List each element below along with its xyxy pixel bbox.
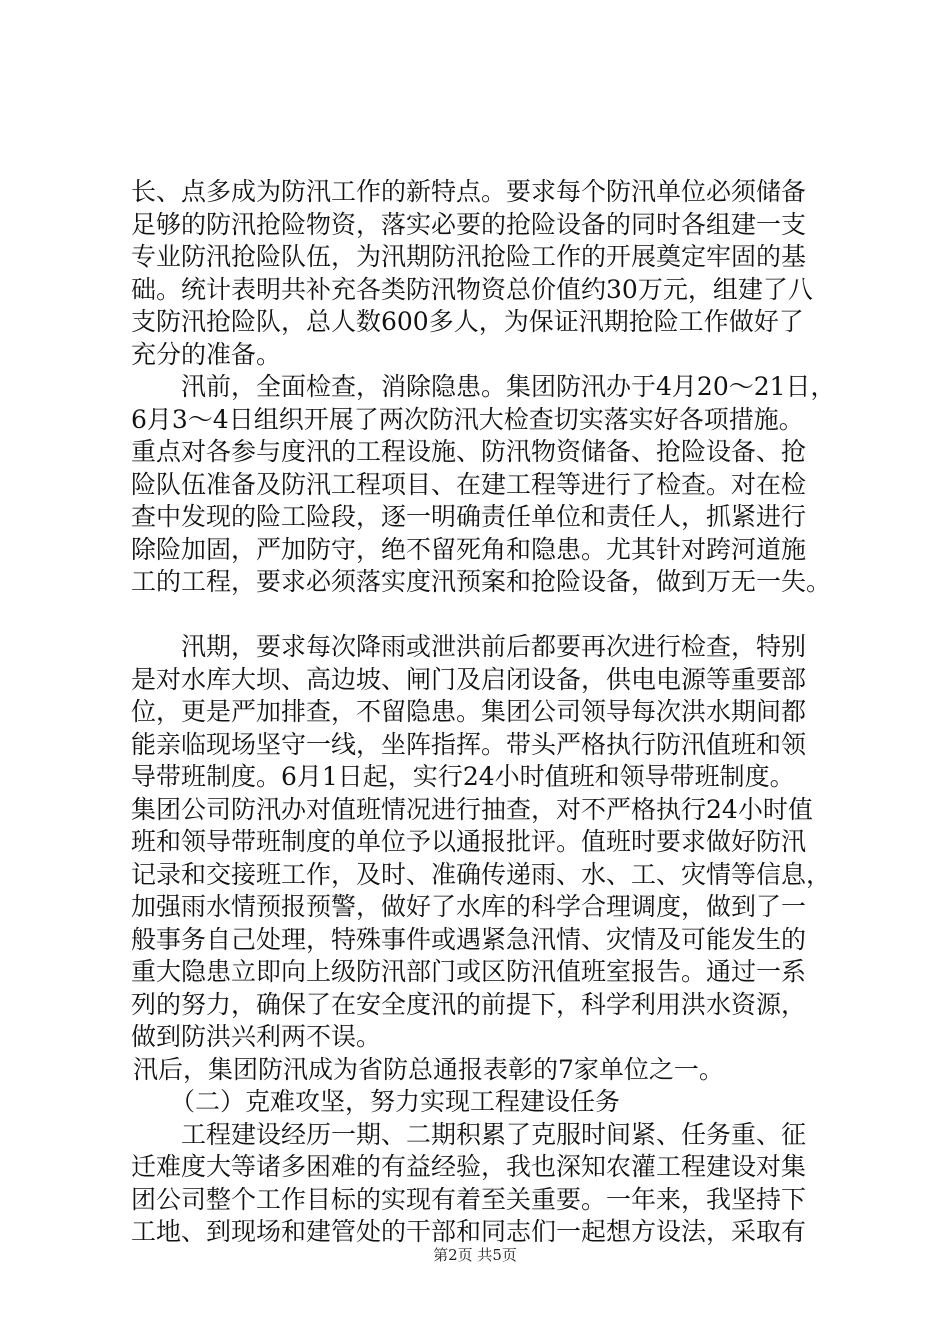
body-text-line: 汛后，集团防汛成为省防总通报表彰的7家单位之一。 — [133, 1055, 724, 1084]
body-text-line: 记录和交接班工作，及时、准确传递雨、水、工、灾情等信息， — [131, 860, 832, 889]
body-text-line: 查中发现的险工险段，逐一明确责任单位和责任人，抓紧进行 — [131, 502, 807, 531]
body-text-line: 列的努力，确保了在安全度汛的前提下，科学利用洪水资源， — [131, 990, 807, 1019]
body-text-line: 专业防汛抢险队伍，为汛期防汛抢险工作的开展奠定牢固的基 — [131, 242, 807, 271]
body-text-line: 础。统计表明共补充各类防汛物资总价值约30万元，组建了八 — [131, 275, 813, 304]
body-text-line: 工地、到现场和建管处的干部和同志们一起想方设法，采取有 — [131, 1217, 807, 1246]
body-text-line: 迁难度大等诸多困难的有益经验，我也深知农灌工程建设对集 — [131, 1152, 807, 1181]
body-text-line: 位，更是严加排查，不留隐患。集团公司领导每次洪水期间都 — [131, 697, 807, 726]
paragraph-first-line: 工程建设经历一期、二期积累了克服时间紧、任务重、征 — [181, 1120, 807, 1149]
body-text-line: 重点对各参与度汛的工程设施、防汛物资储备、抢险设备、抢 — [131, 437, 807, 466]
body-text-line: 足够的防汛抢险物资，落实必要的抢险设备的同时各组建一支 — [131, 210, 807, 239]
body-text-line: 是对水库大坝、高边坡、闸门及启闭设备，供电电源等重要部 — [131, 665, 807, 694]
body-text-line: 导带班制度。6月1日起，实行24小时值班和领导带班制度。 — [131, 762, 795, 791]
body-text-line: 长、点多成为防汛工作的新特点。要求每个防汛单位必须储备 — [131, 177, 807, 206]
body-text-line: 6月3～4日组织开展了两次防汛大检查切实落实好各项措施。 — [131, 405, 804, 434]
body-text-line: 做到防洪兴利两不误。 — [131, 1022, 382, 1051]
body-text-line: 加强雨水情预报预警，做好了水库的科学合理调度，做到了一 — [131, 892, 807, 921]
paragraph-first-line: 汛前，全面检查，消除隐患。集团防汛办于4月20～21日， — [181, 372, 836, 401]
body-text-line: 能亲临现场坚守一线，坐阵指挥。带头严格执行防汛值班和领 — [131, 730, 807, 759]
body-text-line: 团公司整个工作目标的实现有着至关重要。一年来，我坚持下 — [131, 1185, 807, 1214]
paragraph-first-line: 汛期，要求每次降雨或泄洪前后都要再次进行检查，特别 — [181, 632, 807, 661]
page-footer: 第2页 共5页 — [433, 1246, 517, 1264]
body-text-line: 除险加固，严加防守，绝不留死角和隐患。尤其针对跨河道施 — [131, 535, 807, 564]
body-text-line: 集团公司防汛办对值班情况进行抽查，对不严格执行24小时值 — [131, 795, 813, 824]
body-text-line: 工的工程，要求必须落实度汛预案和抢险设备，做到万无一失。 — [131, 567, 832, 596]
body-text-line: 班和领导带班制度的单位予以通报批评。值班时要求做好防汛 — [131, 827, 807, 856]
body-text-line: 支防汛抢险队，总人数600多人，为保证汛期抢险工作做好了 — [131, 307, 804, 336]
body-text-line: 般事务自己处理，特殊事件或遇紧急汛情、灾情及可能发生的 — [131, 925, 807, 954]
body-text-line: 险队伍准备及防汛工程项目、在建工程等进行了检查。对在检 — [131, 470, 807, 499]
body-text-line: 重大隐患立即向上级防汛部门或区防汛值班室报告。通过一系 — [131, 957, 807, 986]
section-heading: （二）克难攻坚，努力实现工程建设任务 — [170, 1087, 621, 1116]
body-text-line: 充分的准备。 — [131, 340, 282, 369]
